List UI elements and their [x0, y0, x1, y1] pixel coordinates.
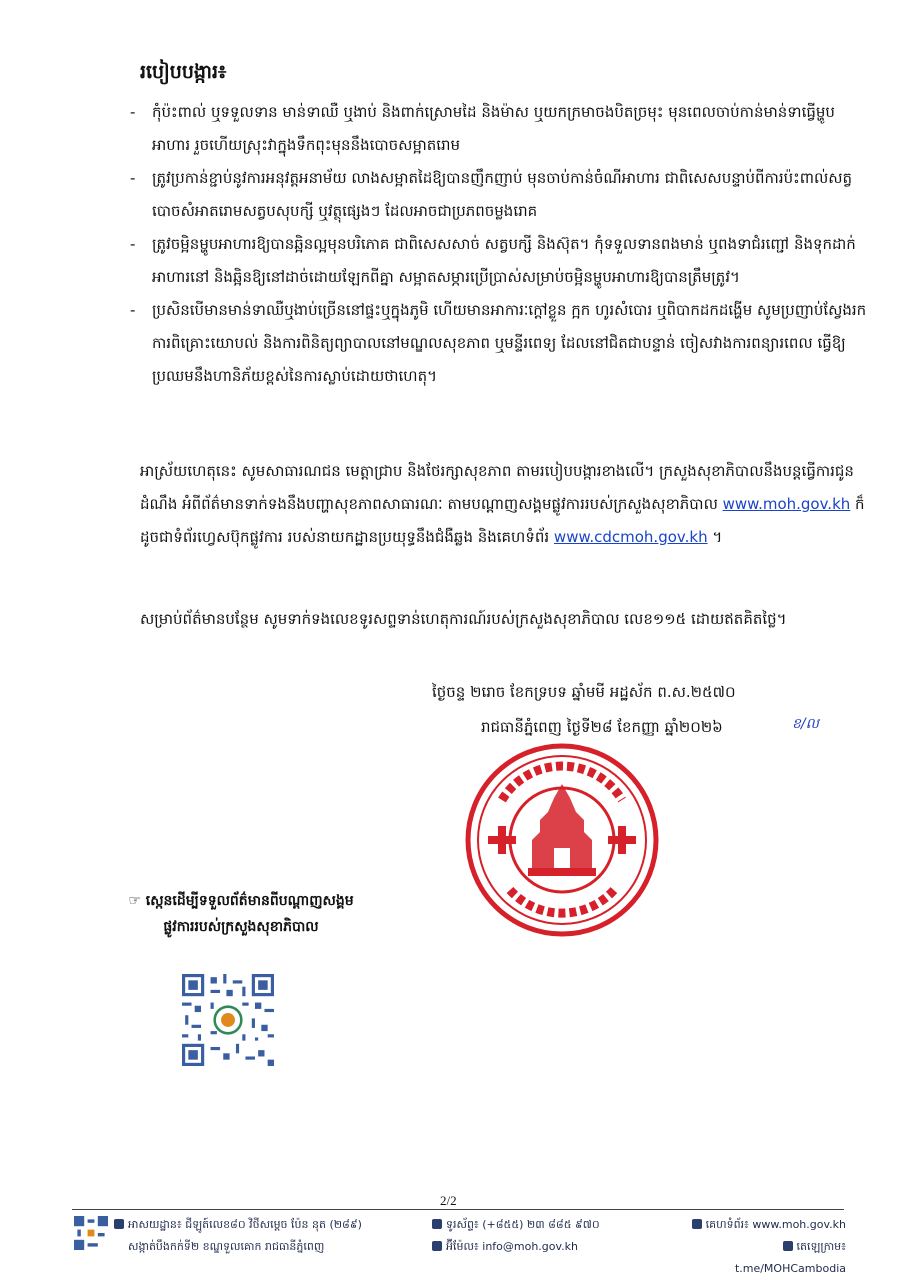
- prevention-list: [130, 96, 870, 393]
- qr-code-icon[interactable]: [182, 974, 274, 1066]
- footer-qr-icon: [74, 1216, 108, 1250]
- lunar-date: ថ្ងៃចន្ទ ២រោច ខែកទ្របទ ឆ្នាំមមី អដ្ឋស័ក ព.ស.២៥៧០: [432, 683, 736, 701]
- location-icon: [114, 1219, 124, 1229]
- ministry-seal-icon: [462, 740, 662, 940]
- email-icon: [432, 1241, 442, 1251]
- footer-address-line1: អាសយដ្ឋាន៖ ជីឡូត៍លេខ៨០ វិថីសម្តេច ប៉ែន នុត (២៨៩): [128, 1218, 362, 1231]
- telegram-icon: [783, 1241, 793, 1251]
- list-item: - ប្រសិនបើមានមាន់ទាឈឺឬងាប់ច្រើននៅផ្ទះឬក្នុងភូមិ ហើយមានអាការៈក្ដៅខ្លួន ក្អក ហូរសំបោរ ឬពិបាកដកដង្ហើម សូមប្រញាប់ស្វែងរកការពិគ្រោះយោបល់ និងការពិនិត្យព្យាបាលនៅមណ្ឌលសុខភាព ឬមន្ទីរពេទ្យ ដែលនៅជិតជាបន្ទាន់ ចៀសវាងការពន្យារពេល ធ្វើឱ្យប្រឈមនឹងហានិភ័យខ្ពស់នៃការស្លាប់ដោយថាហេតុ។: [130, 301, 867, 385]
- footer-phone: ទូរស័ព្ទ៖ (+៨៥៥) ២៣ ៨៨៥ ៩៧០: [446, 1218, 600, 1231]
- prevention-heading: របៀបបង្ការ៖: [140, 61, 227, 83]
- page-number: 2/2: [440, 1193, 457, 1208]
- footer-email[interactable]: អ៊ីម៉ែល៖ info@moh.gov.kh: [446, 1240, 579, 1253]
- footer-divider: [72, 1209, 844, 1210]
- footer-address-line2: សង្កាត់បឹងកក់ទី២ ខណ្ឌទួលគោក រាជធានីភ្នំពេញ: [128, 1240, 325, 1253]
- list-item: - ត្រូវប្រកាន់ខ្ជាប់នូវការអនុវត្តអនាម័យ លាងសម្អាតដៃឱ្យបានញឹកញាប់ មុនចាប់កាន់ចំណីអាហារ ជាពិសេសបន្ទាប់ពីការប៉ះពាល់សត្វ បោចសំអាតរោមសត្វបសុបក្សី ឬវត្ថុផ្សេងៗ ដែលអាចជាប្រភពចម្លងរោគ: [130, 169, 853, 220]
- solar-date: រាជធានីភ្នំពេញ ថ្ងៃទី២៨ ខែកញ្ញា ឆ្នាំ២០២៦: [481, 718, 723, 736]
- phone-icon: [432, 1219, 442, 1229]
- footer: [0, 1214, 905, 1274]
- signature-initials: ខ/ល: [792, 716, 819, 732]
- advice-paragraph: អាស្រ័យហេតុនេះ សូមសាធារណជន មេត្តាជ្រាប និងថែរក្សាសុខភាព តាមរបៀបបង្ការខាងលើ។ ក្រសួងសុខាភិបាលនឹងបន្តធ្វើការជូនដំណឹង អំពីព័ត៌មានទាក់ទងនឹងបញ្ហាសុខភាពសាធារណៈ តាមបណ្តាញសង្គមផ្លូវការរបស់ក្រសួងសុខាភិបាល www.moh.gov.kh ក៏ដូចជាទំព័រហ្វេសប៊ុកផ្លូវការ របស់នាយកដ្ឋានប្រយុទ្ធនឹងជំងឺឆ្លង និងគេហទំព័រ www.cdcmoh.gov.kh ។: [140, 462, 865, 546]
- globe-icon: [692, 1219, 702, 1229]
- footer-website[interactable]: គេហទំព័រ៖ www.moh.gov.kh: [705, 1218, 846, 1231]
- cdc-website-link[interactable]: www.cdcmoh.gov.kh: [553, 528, 708, 546]
- list-item: - កុំប៉ះពាល់ ឬទទួលទាន មាន់ទាឈឺ ឬងាប់ និងពាក់ស្រោមដៃ និងម៉ាស ឬយកក្រមាចងបិតច្រមុះ មុនពេលចាប់កាន់មាន់ទាធ្វើម្ហូបអាហារ រួចហើយស្រុះវាក្នុងទឹកពុះមុននឹងបោចសម្អាតរោម: [130, 103, 835, 154]
- hotline-paragraph: សម្រាប់ព័ត៌មានបន្ថែម សូមទាក់ទងលេខទូរសព្ទទាន់ហេតុការណ៍របស់ក្រសួងសុខាភិបាល លេខ១១៥ ដោយឥតគិតថ្លៃ។: [140, 610, 787, 628]
- list-item: - ត្រូវចម្អិនម្ហូបអាហារឱ្យបានឆ្អិនល្អមុនបរិភោគ ជាពិសេសសាច់ សត្វបក្សី និងស៊ុត។ កុំទទួលទានពងមាន់ ឬពងទាជំរញ្ជៅ និងទុកដាក់អាហារនៅ និងឆ្អិនឱ្យនៅដាច់ដោយឡែកពីគ្នា សម្អាតសម្ភារប្រើប្រាស់សម្រាប់ចម្អិនម្ហូបអាហារឱ្យបានត្រឹមត្រូវ។: [130, 235, 856, 286]
- qr-caption: ☞ ស្កេនដើម្បីទទួលព័ត៌មានពីបណ្តាញសង្គមផ្លូវការរបស់ក្រសួងសុខាភិបាល: [128, 893, 354, 935]
- footer-telegram[interactable]: តេឡេក្រាម៖ t.me/MOHCambodia: [734, 1240, 846, 1275]
- moh-website-link[interactable]: www.moh.gov.kh: [722, 495, 851, 513]
